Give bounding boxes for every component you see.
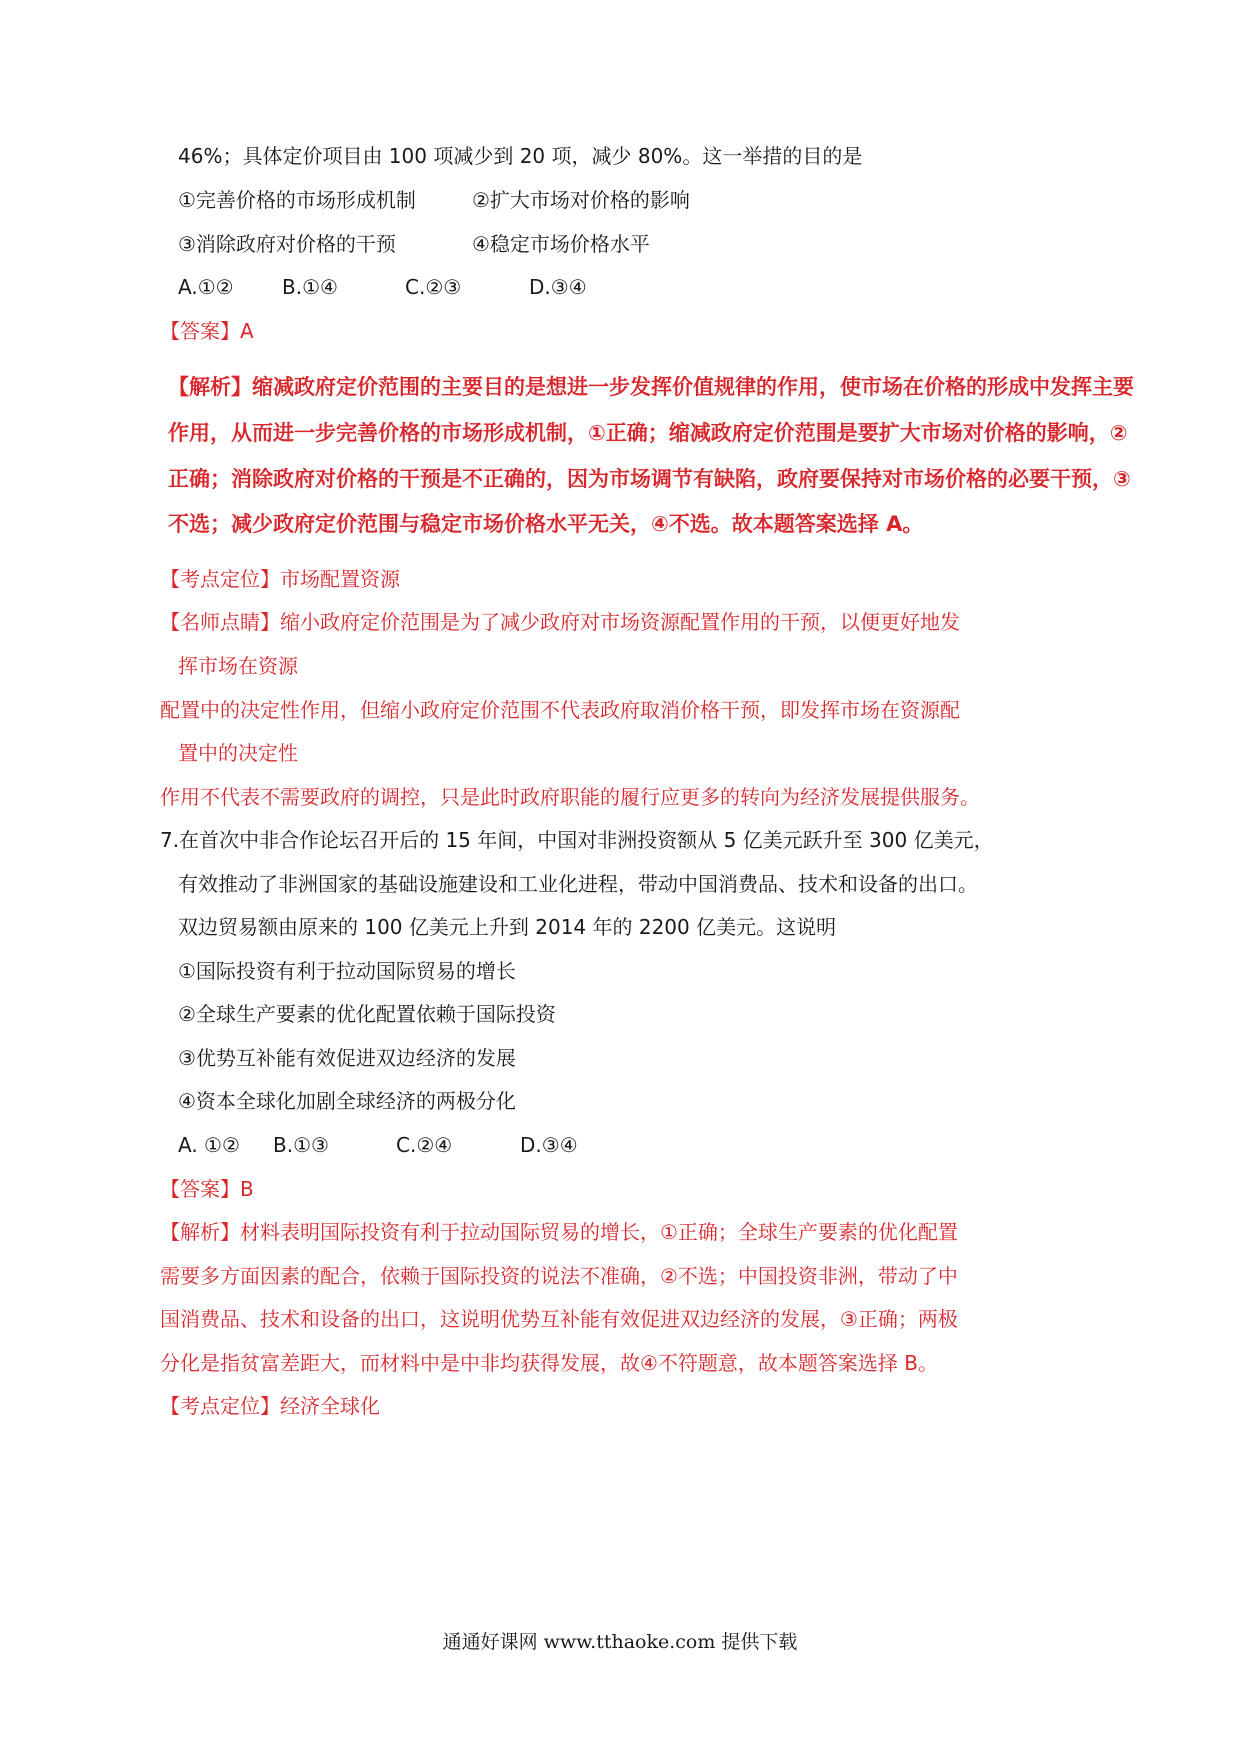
q6-kaodian: 【考点定位】市场配置资源: [160, 567, 400, 591]
q7-option-c: C.②④: [396, 1133, 453, 1157]
q6-option-b: B.①④: [282, 275, 338, 299]
q7-kaodian: 【考点定位】经济全球化: [160, 1394, 380, 1418]
q6-option-c: C.②③: [405, 275, 462, 299]
q7-item-2: ②全球生产要素的优化配置依赖于国际投资: [178, 1002, 556, 1026]
q7-answer: 【答案】B: [160, 1177, 254, 1201]
page-footer: 通通好课网 www.tthaoke.com 提供下载: [442, 1631, 798, 1653]
q7-option-d: D.③④: [520, 1133, 578, 1157]
q6-mingshi-line-1: 【名师点睛】缩小政府定价范围是为了减少政府对市场资源配置作用的干预，以便更好地发: [160, 610, 960, 634]
q7-item-3: ③优势互补能有效促进双边经济的发展: [178, 1046, 516, 1070]
q7-item-4: ④资本全球化加剧全球经济的两极分化: [178, 1089, 516, 1113]
q7-stem-line-1: 7.在首次中非合作论坛召开后的 15 年间，中国对非洲投资额从 5 亿美元跃升至 300 亿美元，: [160, 828, 994, 852]
q7-stem-line-3: 双边贸易额由原来的 100 亿美元上升到 2014 年的 2200 亿美元。这说明: [178, 915, 837, 939]
q6-item-1: ①完善价格的市场形成机制: [178, 188, 416, 212]
q7-analysis-line-4: 分化是指贫富差距大，而材料中是中非均获得发展，故④不符题意，故本题答案选择 B。: [160, 1351, 939, 1375]
q6-stem-tail: 46%；具体定价项目由 100 项减少到 20 项，减少 80%。这一举措的目的是: [178, 144, 863, 168]
q6-item-2: ②扩大市场对价格的影响: [472, 188, 690, 212]
q7-analysis-line-2: 需要多方面因素的配合，依赖于国际投资的说法不准确，②不选；中国投资非洲，带动了中: [160, 1264, 958, 1288]
q6-analysis-line-1: 【解析】缩减政府定价范围的主要目的是想进一步发挥价值规律的作用，使市场在价格的形成中发挥主要: [168, 375, 1134, 399]
q6-mingshi-line-4: 置中的决定性: [178, 741, 298, 765]
q7-option-a: A. ①②: [178, 1133, 240, 1157]
q6-option-a: A.①②: [178, 275, 234, 299]
q7-analysis-line-3: 国消费品、技术和设备的出口，这说明优势互补能有效促进双边经济的发展，③正确；两极: [160, 1307, 958, 1331]
q6-item-3: ③消除政府对价格的干预: [178, 232, 396, 256]
q7-option-b: B.①③: [273, 1133, 329, 1157]
q7-stem-line-2: 有效推动了非洲国家的基础设施建设和工业化进程，带动中国消费品、技术和设备的出口。: [178, 872, 978, 896]
q7-analysis-line-1: 【解析】材料表明国际投资有利于拉动国际贸易的增长，①正确；全球生产要素的优化配置: [160, 1220, 958, 1244]
q6-analysis-line-3: 正确；消除政府对价格的干预是不正确的，因为市场调节有缺陷，政府要保持对市场价格的必要干预，③: [168, 467, 1131, 491]
q6-option-d: D.③④: [529, 275, 587, 299]
q6-mingshi-line-3: 配置中的决定性作用，但缩小政府定价范围不代表政府取消价格干预，即发挥市场在资源配: [160, 698, 960, 722]
q6-mingshi-line-2: 挥市场在资源: [178, 654, 298, 678]
q6-mingshi-line-5: 作用不代表不需要政府的调控，只是此时政府职能的履行应更多的转向为经济发展提供服务。: [160, 785, 980, 809]
q6-item-4: ④稳定市场价格水平: [472, 232, 650, 256]
q6-answer: 【答案】A: [160, 319, 254, 343]
q6-analysis-line-4: 不选；减少政府定价范围与稳定市场价格水平无关，④不选。故本题答案选择 A。: [168, 512, 924, 536]
q6-analysis-line-2: 作用，从而进一步完善价格的市场形成机制，①正确；缩减政府定价范围是要扩大市场对价格的影响，②: [168, 421, 1128, 445]
q7-item-1: ①国际投资有利于拉动国际贸易的增长: [178, 959, 516, 983]
